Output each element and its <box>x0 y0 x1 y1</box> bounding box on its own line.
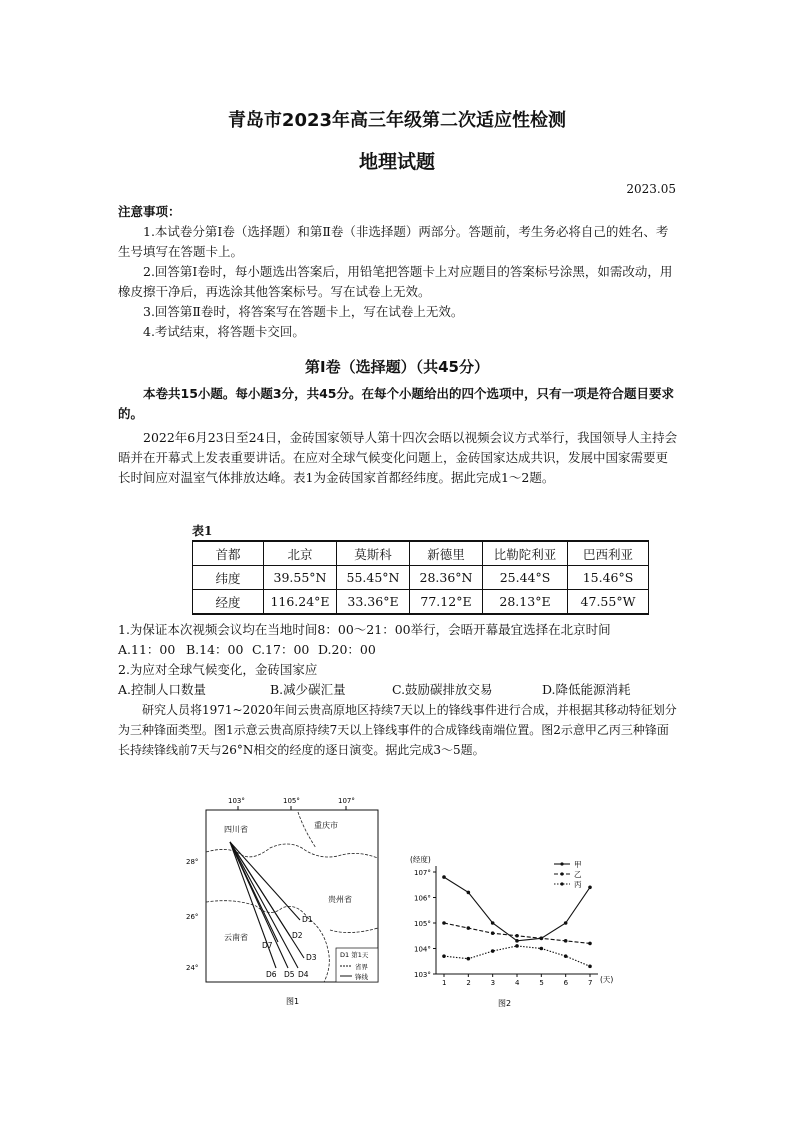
option-d: D.降低能源消耗 <box>541 682 631 697</box>
exam-date: 2023.05 <box>626 182 676 196</box>
data-point <box>467 926 471 930</box>
lat-label: 28° <box>186 858 199 866</box>
notice-heading: 注意事项： <box>118 204 181 219</box>
legend-label: 丙 <box>574 880 582 889</box>
legend-item: D1 第1天 <box>340 951 369 959</box>
figure-caption: 图2 <box>498 999 512 1008</box>
region-label: 云南省 <box>224 933 248 942</box>
table-cell: 纬度 <box>193 566 264 590</box>
passage-2: 研究人员将1971~2020年间云贵高原地区持续7天以上的锋线事件进行合成，并根据其移动特征划分为三种锋面类型。图1示意云贵高原持续7天以上锋线事件的合成锋线南端位置。图2示意甲乙丙三种锋面长持续锋线前7天与26°N相交的经度的逐日演变。据此完成3～5题。 <box>118 703 677 757</box>
table-cell: 33.36°E <box>337 590 410 615</box>
data-point <box>588 965 592 969</box>
table-cell: 116.24°E <box>264 590 337 615</box>
x-tick-label: 1 <box>442 979 447 987</box>
notice-item: 1.本试卷分第Ⅰ卷（选择题）和第Ⅱ卷（非选择题）两部分。答题前，考生务必将自己的姓名、考生号填写在答题卡上。 <box>118 224 669 259</box>
question-options <box>118 680 678 700</box>
table-cell: 55.45°N <box>337 566 410 590</box>
table-cell: 比勒陀利亚 <box>483 541 568 566</box>
exam-title: 青岛市2023年高三年级第二次适应性检测 <box>227 110 567 131</box>
region-label: 贵州省 <box>328 895 352 904</box>
data-point <box>588 886 592 890</box>
option-b: B.减少碳汇量 <box>269 682 346 697</box>
x-tick-label: 4 <box>515 979 520 987</box>
data-point <box>491 931 495 935</box>
table-cell: 巴西利亚 <box>568 541 649 566</box>
lat-label: 26° <box>186 913 199 921</box>
line-label: D7 <box>262 941 273 950</box>
data-point <box>540 937 544 941</box>
y-tick-label: 104° <box>414 945 431 954</box>
data-point <box>515 939 519 943</box>
section-instruction: 本卷共15小题。每小题3分，共45分。在每个小题给出的四个选项中，只有一项是符合题目要求的。 <box>118 386 674 421</box>
figure-2-chart <box>404 850 632 1012</box>
lon-label: 107° <box>338 797 355 805</box>
line-label: D1 <box>302 915 313 924</box>
table-cell: 77.12°E <box>410 590 483 615</box>
legend-item: 锋线 <box>355 973 368 981</box>
x-tick-label: 3 <box>490 979 496 987</box>
notice-item: 4.考试结束，将答题卡交回。 <box>143 324 305 339</box>
table-cell: 28.13°E <box>483 590 568 615</box>
legend-marker <box>560 862 563 865</box>
table-label: 表1 <box>192 524 213 538</box>
table-cell: 15.46°S <box>568 566 649 590</box>
lon-label: 105° <box>283 797 300 805</box>
option-a: A.11：00 <box>118 642 176 657</box>
data-point <box>515 934 519 938</box>
x-tick-label: 2 <box>466 979 471 987</box>
data-point <box>540 947 544 951</box>
table-1 <box>192 540 649 615</box>
data-point <box>491 949 495 953</box>
table-cell: 莫斯科 <box>337 541 410 566</box>
data-point <box>564 939 568 943</box>
figure-1-map <box>178 790 416 1012</box>
x-tick-label: 5 <box>539 979 544 987</box>
table-cell: 新德里 <box>410 541 483 566</box>
data-point <box>442 921 446 925</box>
line-label: D4 <box>298 970 309 979</box>
question-stem: 1.为保证本次视频会议均在当地时间8：00～21：00举行，会晤开幕最宜选择在北京时间 <box>118 622 611 637</box>
notice-item: 2.回答第Ⅰ卷时，每小题选出答案后，用铅笔把答题卡上对应题目的答案标号涂黑，如需改动，用橡皮擦干净后，再选涂其他答案标号。写在试卷上无效。 <box>118 264 673 299</box>
table-cell: 25.44°S <box>483 566 568 590</box>
x-tick-label: 7 <box>588 979 593 987</box>
lat-label: 24° <box>186 964 199 972</box>
option-c: C.鼓励碳排放交易 <box>391 682 493 697</box>
figure-caption: 图1 <box>286 997 300 1006</box>
y-tick-label: 103° <box>414 971 431 979</box>
region-label: 四川省 <box>224 825 248 834</box>
x-axis-unit: (天) <box>600 975 614 984</box>
data-point <box>467 957 471 961</box>
question-options <box>118 640 678 660</box>
line-label: D2 <box>292 931 303 940</box>
table-cell: 39.55°N <box>264 566 337 590</box>
question-1 <box>118 620 678 660</box>
legend-label: 甲 <box>574 860 582 869</box>
y-tick-label: 106° <box>414 894 431 903</box>
question-2 <box>118 660 678 700</box>
legend-marker <box>560 872 563 875</box>
y-tick-label: 107° <box>414 869 431 877</box>
y-axis-label: (经度) <box>410 855 431 864</box>
data-point <box>442 954 446 958</box>
table-cell: 北京 <box>264 541 337 566</box>
section-title: 第Ⅰ卷（选择题）（共45分） <box>305 358 489 376</box>
data-point <box>564 954 568 958</box>
series-line <box>444 877 590 941</box>
data-point <box>467 891 471 895</box>
data-point <box>491 921 495 925</box>
x-tick-label: 6 <box>563 979 569 987</box>
line-label: D6 <box>266 970 277 979</box>
option-d: D.20：00 <box>317 642 376 657</box>
legend-marker <box>560 882 563 885</box>
question-stem: 2.为应对全球气候变化，金砖国家应 <box>118 662 318 677</box>
passage-1: 2022年6月23日至24日，金砖国家领导人第十四次会晤以视频会议方式举行，我国领导人主持会晤并在开幕式上发表重要讲话。在应对全球气候变化问题上，金砖国家达成共识，发展中国家需要更长时间应对温室气体排放达峰。表1为金砖国家首都经纬度。据此完成1～2题。 <box>118 430 678 485</box>
data-point <box>564 921 568 925</box>
line-label: D3 <box>306 953 317 962</box>
notice-item: 3.回答第Ⅱ卷时，将答案写在答题卡上，写在试卷上无效。 <box>143 304 464 319</box>
legend-label: 乙 <box>574 870 582 879</box>
data-point <box>515 944 519 948</box>
line-label: D5 <box>284 970 295 979</box>
region-label: 重庆市 <box>314 821 338 830</box>
table-cell: 经度 <box>193 590 264 615</box>
legend-item: 省界 <box>355 963 368 971</box>
option-b: B.14：00 <box>185 642 244 657</box>
option-a: A.控制人口数量 <box>118 682 207 697</box>
series-line <box>444 946 590 966</box>
option-c: C.17：00 <box>251 642 310 657</box>
table-cell: 28.36°N <box>410 566 483 590</box>
lon-label: 103° <box>228 797 245 805</box>
table-cell: 首都 <box>193 541 264 566</box>
table-cell: 47.55°W <box>568 590 649 615</box>
notice-block <box>118 202 678 342</box>
y-tick-label: 105° <box>414 920 431 928</box>
data-point <box>588 942 592 946</box>
data-point <box>442 875 446 879</box>
exam-subject: 地理试题 <box>358 151 435 173</box>
